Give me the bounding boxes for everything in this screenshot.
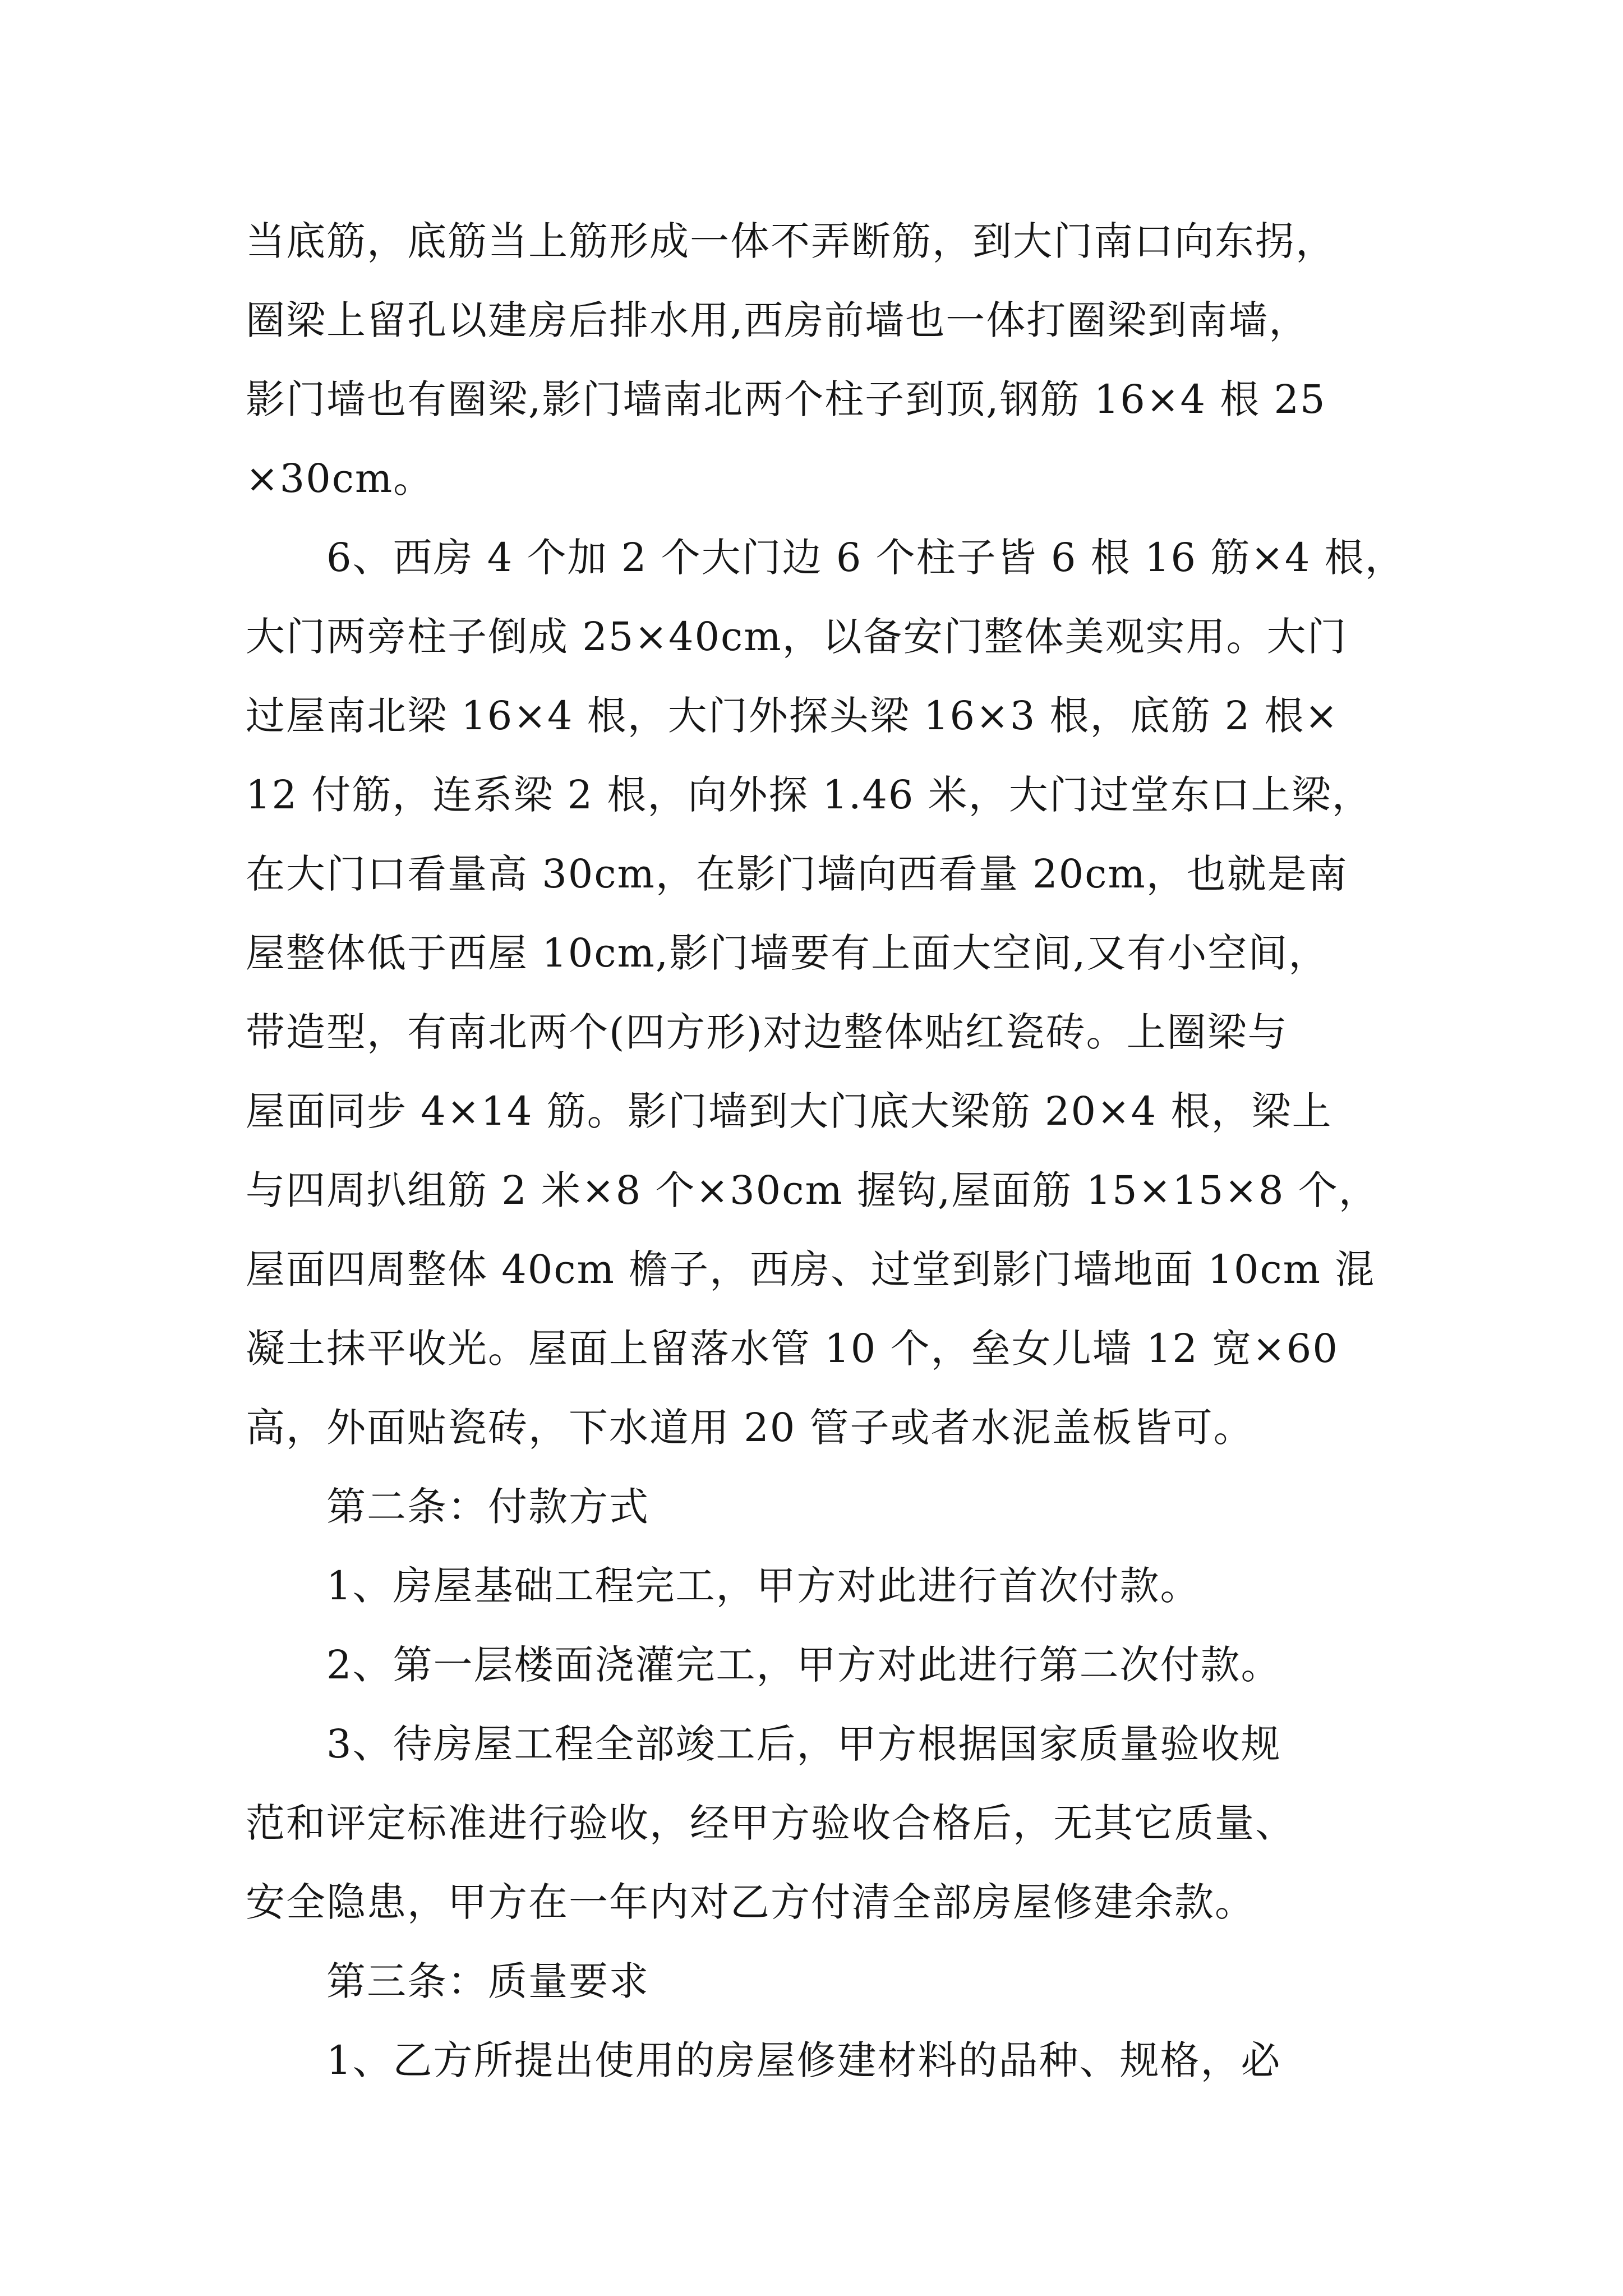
text-line: 凝土抹平收光。屋面上留落水管 10 个，垒女儿墙 12 宽×60 <box>246 1326 1339 1372</box>
section-heading-payment: 第二条：付款方式 <box>326 1484 649 1530</box>
text-line: 高，外面贴瓷砖，下水道用 20 管子或者水泥盖板皆可。 <box>246 1405 1254 1451</box>
text-line: 过屋南北梁 16×4 根，大门外探头梁 16×3 根，底筋 2 根× <box>246 693 1339 739</box>
section-heading-quality: 第三条：质量要求 <box>326 1958 649 2004</box>
text-line: 圈梁上留孔以建房后排水用,西房前墙也一体打圈梁到南墙， <box>246 297 1310 343</box>
text-line: 在大门口看量高 30cm，在影门墙向西看量 20cm，也就是南 <box>246 851 1348 897</box>
text-line: 大门两旁柱子倒成 25×40cm，以备安门整体美观实用。大门 <box>246 614 1348 660</box>
text-line: 带造型，有南北两个(四方形)对边整体贴红瓷砖。上圈梁与 <box>246 1009 1288 1055</box>
paragraph-start-line: 2、第一层楼面浇灌完工，甲方对此进行第二次付款。 <box>326 1642 1281 1688</box>
paragraph-start-line: 6、西房 4 个加 2 个大门边 6 个柱子皆 6 根 16 筋×4 根， <box>326 535 1405 581</box>
document-body <box>246 202 1405 2100</box>
text-line: 12 付筋，连系梁 2 根，向外探 1.46 米，大门过堂东口上梁， <box>246 772 1372 818</box>
text-line: ×30cm。 <box>246 455 434 501</box>
text-line: 屋面同步 4×14 筋。影门墙到大门底大梁筋 20×4 根，梁上 <box>246 1088 1332 1134</box>
text-line: 当底筋，底筋当上筋形成一体不弄断筋，到大门南口向东拐， <box>246 218 1336 264</box>
text-line: 范和评定标准进行验收，经甲方验收合格后，无其它质量、 <box>246 1800 1295 1846</box>
text-line: 与四周扒组筋 2 米×8 个×30cm 握钩,屋面筋 15×15×8 个， <box>246 1167 1379 1213</box>
text-line: 屋整体低于西屋 10cm,影门墙要有上面大空间,又有小空间， <box>246 930 1329 976</box>
text-line: 影门墙也有圈梁,影门墙南北两个柱子到顶,钢筋 16×4 根 25 <box>246 376 1326 422</box>
paragraph-start-line: 1、乙方所提出使用的房屋修建材料的品种、规格，必 <box>326 2037 1281 2083</box>
text-line: 屋面四周整体 40cm 檐子，西房、过堂到影门墙地面 10cm 混 <box>246 1246 1376 1292</box>
paragraph-start-line: 1、房屋基础工程完工，甲方对此进行首次付款。 <box>326 1563 1201 1609</box>
text-line: 安全隐患，甲方在一年内对乙方付清全部房屋修建余款。 <box>246 1879 1255 1925</box>
paragraph-start-line: 3、待房屋工程全部竣工后，甲方根据国家质量验收规 <box>326 1721 1281 1767</box>
